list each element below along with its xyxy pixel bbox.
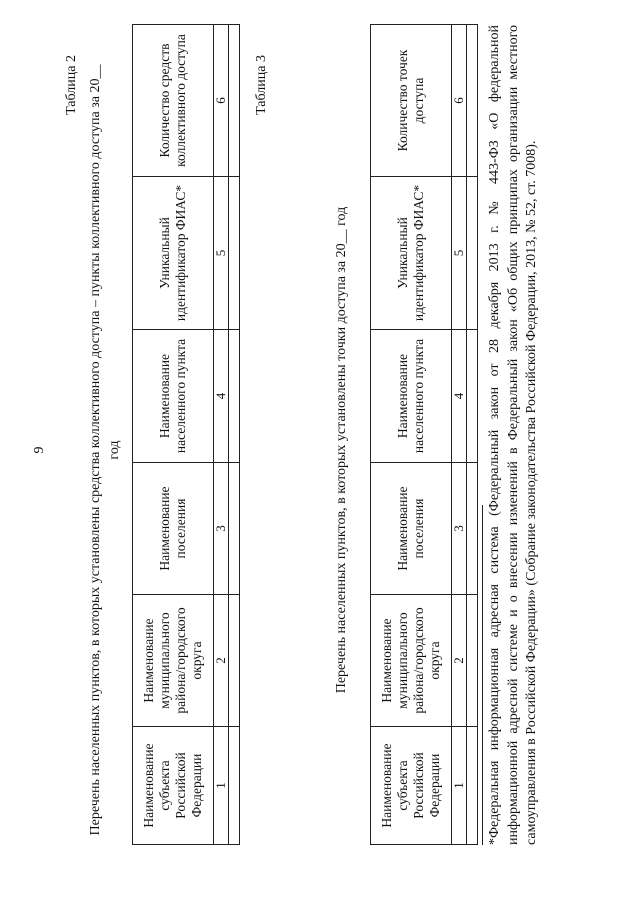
table3-empty-cell (467, 595, 478, 727)
table3-header-fias: Уникальный идентификатор ФИАС* (371, 177, 452, 330)
table3-empty-cell (467, 330, 478, 463)
table3-colnum-6: 6 (452, 25, 467, 177)
table2-header-locality: Наименование населенного пункта (133, 330, 214, 463)
footnote: *Федеральная информационная адресная система (Федеральный закон от 28 декабря 2013 г. № 443-ФЗ «О федеральной информационной адресной системе и о внесении изменений в Федеральный закон «Об общих принципах организации местного самоуправления в Российской Федерации» (Собрание законодательства Российской Федерации, 2013, № 52, ст. 7008). (487, 25, 539, 845)
page-number: 9 (32, 446, 47, 454)
table3-colnum-2: 2 (452, 595, 467, 727)
table2 (132, 24, 240, 845)
footnote-separator (482, 505, 483, 845)
table2-empty-cell (229, 177, 240, 330)
table2-caption: Перечень населенных пунктов, в которых установлены средства коллективного доступа – пункты коллективного доступа за 20__ год (88, 64, 122, 836)
table3-caption: Перечень населенных пунктов, в которых установлены точки доступа за 20__ год (334, 206, 349, 694)
table2-header-district: Наименование муниципального района/городского округа (133, 595, 214, 727)
table3-header-subject: Наименование субъекта Российской Федерации (371, 727, 452, 845)
table2-header-subject: Наименование субъекта Российской Федерации (133, 727, 214, 845)
table3-colnum-3: 3 (452, 463, 467, 595)
table3-header-locality: Наименование населенного пункта (371, 330, 452, 463)
table3-empty-cell (467, 25, 478, 177)
table2-label: Таблица 2 (64, 55, 79, 115)
table3-label: Таблица 3 (254, 55, 269, 115)
table3-header-count: Количество точек доступа (371, 25, 452, 177)
table2-colnum-3: 3 (214, 463, 229, 595)
table2-empty-cell (229, 330, 240, 463)
table2-header-settlement: Наименование поселения (133, 463, 214, 595)
table2-colnum-6: 6 (214, 25, 229, 177)
table2-colnum-1: 1 (214, 727, 229, 845)
table2-empty-cell (229, 727, 240, 845)
table2-colnum-5: 5 (214, 177, 229, 330)
table2-empty-cell (229, 463, 240, 595)
table2-colnum-2: 2 (214, 595, 229, 727)
table3-colnum-1: 1 (452, 727, 467, 845)
table2-empty-cell (229, 25, 240, 177)
table2-empty-cell (229, 595, 240, 727)
table3-header-settlement: Наименование поселения (371, 463, 452, 595)
table3-colnum-4: 4 (452, 330, 467, 463)
table3-empty-cell (467, 463, 478, 595)
table3 (370, 24, 478, 845)
table3-empty-cell (467, 177, 478, 330)
rotated-content (20, 15, 630, 885)
table3-colnum-5: 5 (452, 177, 467, 330)
table3-header-district: Наименование муниципального района/городского округа (371, 595, 452, 727)
table3-empty-cell (467, 727, 478, 845)
table2-header-fias: Уникальный идентификатор ФИАС* (133, 177, 214, 330)
table2-colnum-4: 4 (214, 330, 229, 463)
table2-header-count: Количество средств коллективного доступа (133, 25, 214, 177)
